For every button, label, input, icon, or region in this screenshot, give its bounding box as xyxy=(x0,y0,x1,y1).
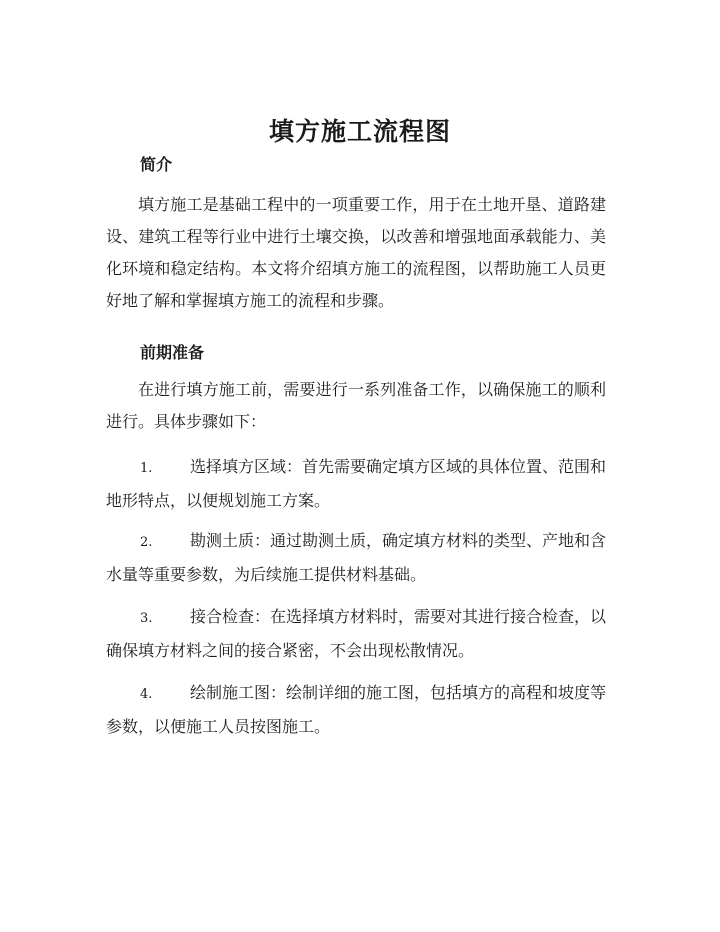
list-item-number: 2. xyxy=(140,535,153,550)
list-item xyxy=(106,525,606,591)
list-item-number: 3. xyxy=(140,611,153,626)
section-heading-preparation: 前期准备 xyxy=(140,343,205,362)
document-title: 填方施工流程图 xyxy=(268,117,451,146)
list-item xyxy=(106,677,606,743)
list-item-text: 选择填方区域：首先需要确定填方区域的具体位置、范围和地形特点，以便规划施工方案。 xyxy=(106,457,607,510)
list-item-number: 1. xyxy=(140,461,153,476)
section-heading-intro: 简介 xyxy=(140,155,173,174)
list-item xyxy=(106,451,606,517)
list-item xyxy=(106,601,606,667)
list-item-text: 勘测土质：通过勘测土质，确定填方材料的类型、产地和含水量等重要参数，为后续施工提供材料基础。 xyxy=(106,531,607,584)
list-item-text: 接合检查：在选择填方材料时，需要对其进行接合检查，以确保填方材料之间的接合紧密，不会出现松散情况。 xyxy=(106,607,607,660)
list-item-number: 4. xyxy=(140,687,153,702)
list-item-text: 绘制施工图：绘制详细的施工图，包括填方的高程和坡度等参数，以便施工人员按图施工。 xyxy=(106,683,607,736)
preparation-paragraph: 在进行填方施工前，需要进行一系列准备工作，以确保施工的顺利进行。具体步骤如下： xyxy=(106,380,606,431)
intro-paragraph: 填方施工是基础工程中的一项重要工作，用于在土地开垦、道路建设、建筑工程等行业中进行土壤交换，以改善和增强地面承载能力、美化环境和稳定结构。本文将介绍填方施工的流程图，以帮助施工人员更好地了解和掌握填方施工的流程和步骤。 xyxy=(106,195,606,310)
